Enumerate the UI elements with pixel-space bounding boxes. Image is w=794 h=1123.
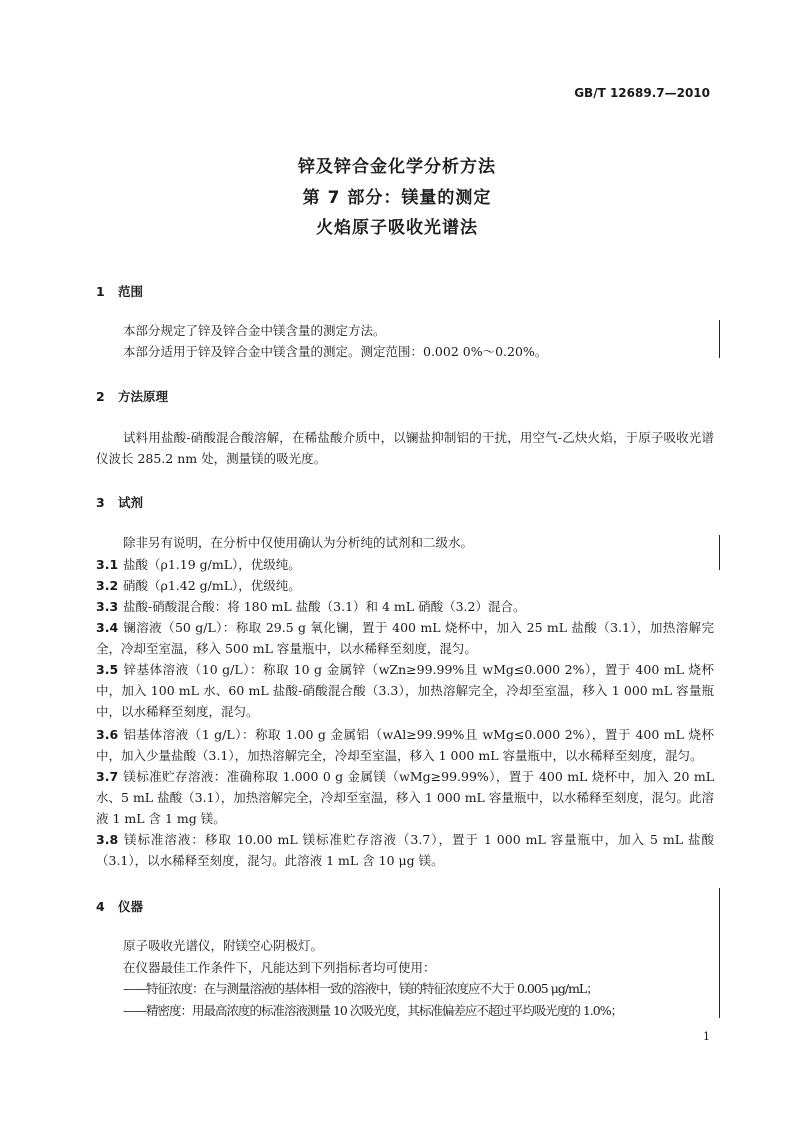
paragraph: 本部分适用于锌及锌合金中镁含量的测定。测定范围：0.002 0%～0.20%。 <box>123 344 548 359</box>
clause-number: 3.2 <box>96 578 119 593</box>
section-number: 4 <box>96 899 105 914</box>
clause-number: 3.1 <box>96 557 119 572</box>
clause-number: 3.5 <box>96 662 119 677</box>
section-title: 仪器 <box>118 899 144 914</box>
clause-3-3 <box>96 596 714 617</box>
section-number: 3 <box>96 495 105 510</box>
clause-3-8 <box>96 829 714 871</box>
clause-text: 硝酸（ρ1.42 g/mL），优级纯。 <box>123 578 301 593</box>
clause-text: 镧溶液（50 g/L）：称取 29.5 g 氧化镧，置于 400 mL 烧杯中，加入 25 mL 盐酸（3.1），加热溶解完全，冷却至室温，移入 500 mL 容量瓶中，以水稀释至刻度，混匀。 <box>96 620 714 656</box>
clause-number: 3.3 <box>96 599 119 614</box>
change-bar <box>719 888 720 1018</box>
section-1-heading <box>96 282 143 300</box>
paragraph: 除非另有说明，在分析中仅使用确认为分析纯的试剂和二级水。 <box>123 535 474 550</box>
section-2-heading <box>96 387 168 405</box>
clause-3-4 <box>96 617 714 659</box>
section-title: 范围 <box>118 284 144 299</box>
change-bar <box>719 320 720 358</box>
paragraph: 原子吸收光谱仪，附镁空心阴极灯。 <box>123 938 324 953</box>
section-title: 方法原理 <box>118 389 169 404</box>
section-number: 1 <box>96 284 105 299</box>
clause-text: 锌基体溶液（10 g/L）：称取 10 g 金属锌（wZn≥99.99%且 wMg≤0.000 2%），置于 400 mL 烧杯中，加入 100 mL 水、60 mL 盐酸-硝酸混合酸（3.3），加热溶解完全，冷却至室温，移入 1 000 mL 容量瓶中，以水稀释至刻度，混匀。 <box>96 662 714 719</box>
clause-number: 3.4 <box>96 620 119 635</box>
section-4-heading <box>96 897 143 915</box>
title-line-1: 锌及锌合金化学分析方法 <box>298 157 496 177</box>
clause-3-6 <box>96 724 714 766</box>
clause-text: 铝基体溶液（1 g/L）：称取 1.00 g 金属铝（wAl≥99.99%且 wMg≤0.000 2%），置于 400 mL 烧杯中，加入少量盐酸（3.1），加热溶解完全，冷却至室温，移入 1 000 mL 容量瓶中，以水稀释至刻度，混匀。 <box>96 727 714 763</box>
standard-number: GB/T 12689.7—2010 <box>574 86 710 100</box>
section-title: 试剂 <box>118 495 144 510</box>
clause-number: 3.8 <box>96 832 119 847</box>
clause-number: 3.6 <box>96 727 119 742</box>
paragraph: 在仪器最佳工作条件下，凡能达到下列指标者均可使用： <box>123 960 436 975</box>
clause-3-2 <box>96 575 714 596</box>
change-bar <box>719 535 720 570</box>
clause-text: 镁标准贮存溶液：准确称取 1.000 0 g 金属镁（wMg≥99.99%），置于 400 mL 烧杯中，加入 20 mL 水、5 mL 盐酸（3.1），加热溶解完全，冷却至室温，移入 1 000 mL 容量瓶中，以水稀释至刻度，混匀。此溶液 1 mL 含 1 mg 镁。 <box>96 769 714 826</box>
section-3-heading <box>96 493 143 511</box>
paragraph: 本部分规定了锌及锌合金中镁含量的测定方法。 <box>123 323 386 338</box>
title-line-3: 火焰原子吸收光谱法 <box>316 218 478 238</box>
clause-number: 3.7 <box>96 769 119 784</box>
bullet-item: ——精密度：用最高浓度的标准溶液测量 10 次吸光度，其标准偏差应不超过平均吸光度的 1.0%； <box>123 1003 623 1018</box>
clause-text: 盐酸（ρ1.19 g/mL），优级纯。 <box>123 557 301 572</box>
bullet-item: ——特征浓度：在与测量溶液的基体相一致的溶液中，镁的特征浓度应不大于 0.005 μg/mL； <box>123 981 598 996</box>
paragraph: 试料用盐酸-硝酸混合酸溶解，在稀盐酸介质中，以镧盐抑制铝的干扰，用空气-乙炔火焰，于原子吸收光谱仪波长 285.2 nm 处，测量镁的吸光度。 <box>96 430 714 466</box>
title-line-2: 第 7 部分：镁量的测定 <box>302 188 492 208</box>
page-number: 1 <box>703 1030 710 1043</box>
clause-text: 镁标准溶液：移取 10.00 mL 镁标准贮存溶液（3.7），置于 1 000 mL 容量瓶中，加入 5 mL 盐酸（3.1），以水稀释至刻度，混匀。此溶液 1 mL 含 10 μg 镁。 <box>96 832 714 868</box>
clause-3-5 <box>96 659 714 722</box>
section-number: 2 <box>96 389 105 404</box>
clause-text: 盐酸-硝酸混合酸：将 180 mL 盐酸（3.1）和 4 mL 硝酸（3.2）混合。 <box>123 599 526 614</box>
clause-3-7 <box>96 766 714 829</box>
clause-3-1 <box>96 554 714 575</box>
